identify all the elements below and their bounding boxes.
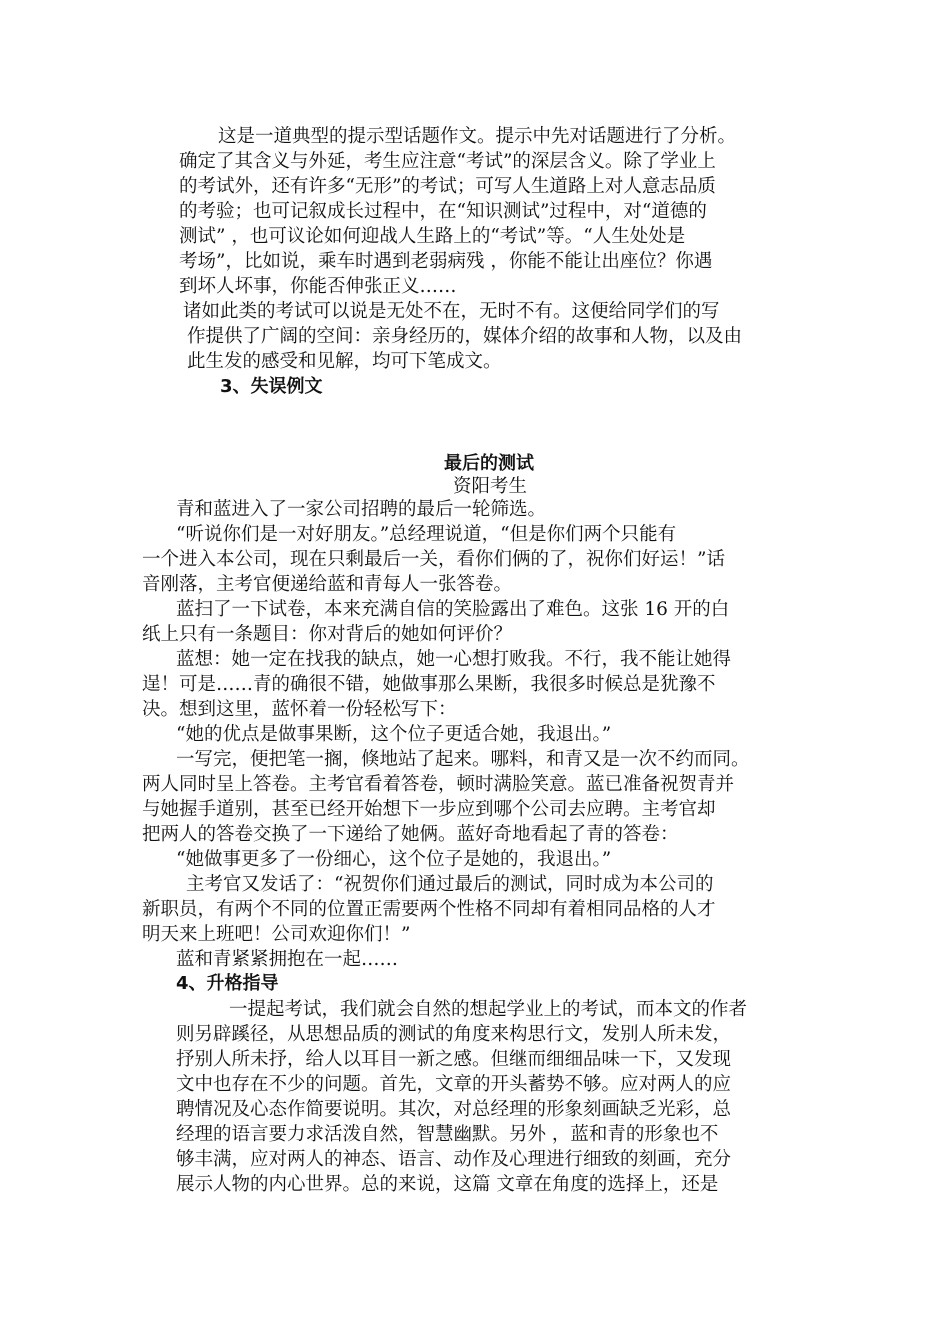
- essay-line: “听说你们是一对好朋友。”总经理说道，“但是你们两个只能有: [176, 524, 677, 545]
- intro-line: 确定了其含义与外延，考生应注意“考试”的深层含义。除了学业上: [179, 151, 716, 172]
- section-heading-4: 4、升格指导: [176, 973, 279, 994]
- guidance-line: 文中也存在不少的问题。首先，文章的开头蓄势不够。应对两人的应: [176, 1074, 732, 1095]
- essay-line: 明天来上班吧！公司欢迎你们！”: [142, 924, 411, 945]
- essay-line: 逞！可是……青的确很不错，她做事那么果断，我很多时候总是犹豫不: [142, 674, 716, 695]
- essay-line: “她做事更多了一份细心，这个位子是她的，我退出。”: [176, 849, 612, 870]
- guidance-line: 经理的语言要力求活泼自然，智慧幽默。另外 ，蓝和青的形象也不: [176, 1124, 719, 1145]
- section-heading-3: 3、失误例文: [220, 376, 323, 397]
- essay-line: 与她握手道别，甚至已经开始想下一步应到哪个公司去应聘。主考官却: [142, 799, 716, 820]
- intro-line: 到坏人坏事，你能否伸张正义……: [179, 276, 457, 297]
- essay-line: 蓝和青紧紧拥抱在一起……: [176, 949, 399, 970]
- essay-line: 纸上只有一条题目：你对背后的她如何评价？: [142, 624, 513, 645]
- essay-line: 蓝想：她一定在找我的缺点，她一心想打败我。不行，我不能让她得: [176, 649, 732, 670]
- essay-line: 主考官又发话了：“祝贺你们通过最后的测试，同时成为本公司的: [186, 874, 714, 895]
- intro-line: 这是一道典型的提示型话题作文。提示中先对话题进行了分析。: [218, 126, 737, 147]
- essay-line: 一写完，便把笔一搁，倏地站了起来。哪料，和青又是一次不约而同。: [176, 749, 750, 770]
- essay-author: 资阳考生: [453, 476, 528, 497]
- guidance-line: 聘情况及心态作简要说明。其次，对总经理的形象刻画缺乏光彩，总: [176, 1099, 732, 1120]
- essay-line: “她的优点是做事果断，这个位子更适合她，我退出。”: [176, 724, 612, 745]
- guidance-line: 展示人物的内心世界。总的来说，这篇 文章在角度的选择上，还是: [176, 1174, 719, 1195]
- intro-line: 诸如此类的考试可以说是无处不在，无时不有。这便给同学们的写: [183, 301, 720, 322]
- guidance-line: 则另辟蹊径，从思想品质的测试的角度来构思行文，发别人所未发，: [176, 1024, 732, 1045]
- essay-line: 两人同时呈上答卷。主考官看着答卷，顿时满脸笑意。蓝已准备祝贺青并: [142, 774, 735, 795]
- essay-line: 决。想到这里，蓝怀着一份轻松写下：: [142, 699, 457, 720]
- essay-line: 把两人的答卷交换了一下递给了她俩。蓝好奇地看起了青的答卷：: [142, 824, 679, 845]
- essay-line: 新职员，有两个不同的位置正需要两个性格不同却有着相同品格的人才: [142, 899, 716, 920]
- intro-line: 测试” ，也可议论如何迎战人生路上的“考试”等。“人生处处是: [179, 226, 686, 247]
- guidance-line: 一提起考试，我们就会自然的想起学业上的考试，而本文的作者: [229, 999, 748, 1020]
- intro-line: 考场”，比如说，乘车时遇到老弱病残 ，你能不能让出座位？你遇: [179, 251, 713, 272]
- intro-line: 此生发的感受和见解，均可下笔成文。: [187, 351, 502, 372]
- intro-line: 的考试外，还有许多“无形”的考试；可写人生道路上对人意志品质: [179, 176, 716, 197]
- essay-title: 最后的测试: [444, 453, 534, 474]
- intro-line: 作提供了广阔的空间：亲身经历的，媒体介绍的故事和人物，以及由: [187, 326, 743, 347]
- essay-line: 蓝扫了一下试卷，本来充满自信的笑脸露出了难色。这张 16 开的白: [176, 599, 730, 620]
- essay-line: 青和蓝进入了一家公司招聘的最后一轮筛选。: [176, 499, 547, 520]
- guidance-line: 抒别人所未抒，给人以耳目一新之感。但继而细细品味一下，又发现: [176, 1049, 732, 1070]
- essay-line: 一个进入本公司，现在只剩最后一关，看你们俩的了，祝你们好运！”话: [142, 549, 725, 570]
- guidance-line: 够丰满，应对两人的神态、语言、动作及心理进行细致的刻画，充分: [176, 1149, 732, 1170]
- essay-line: 音刚落，主考官便递给蓝和青每人一张答卷。: [142, 574, 513, 595]
- intro-line: 的考验；也可记叙成长过程中，在“知识测试”过程中，对“道德的: [179, 201, 707, 222]
